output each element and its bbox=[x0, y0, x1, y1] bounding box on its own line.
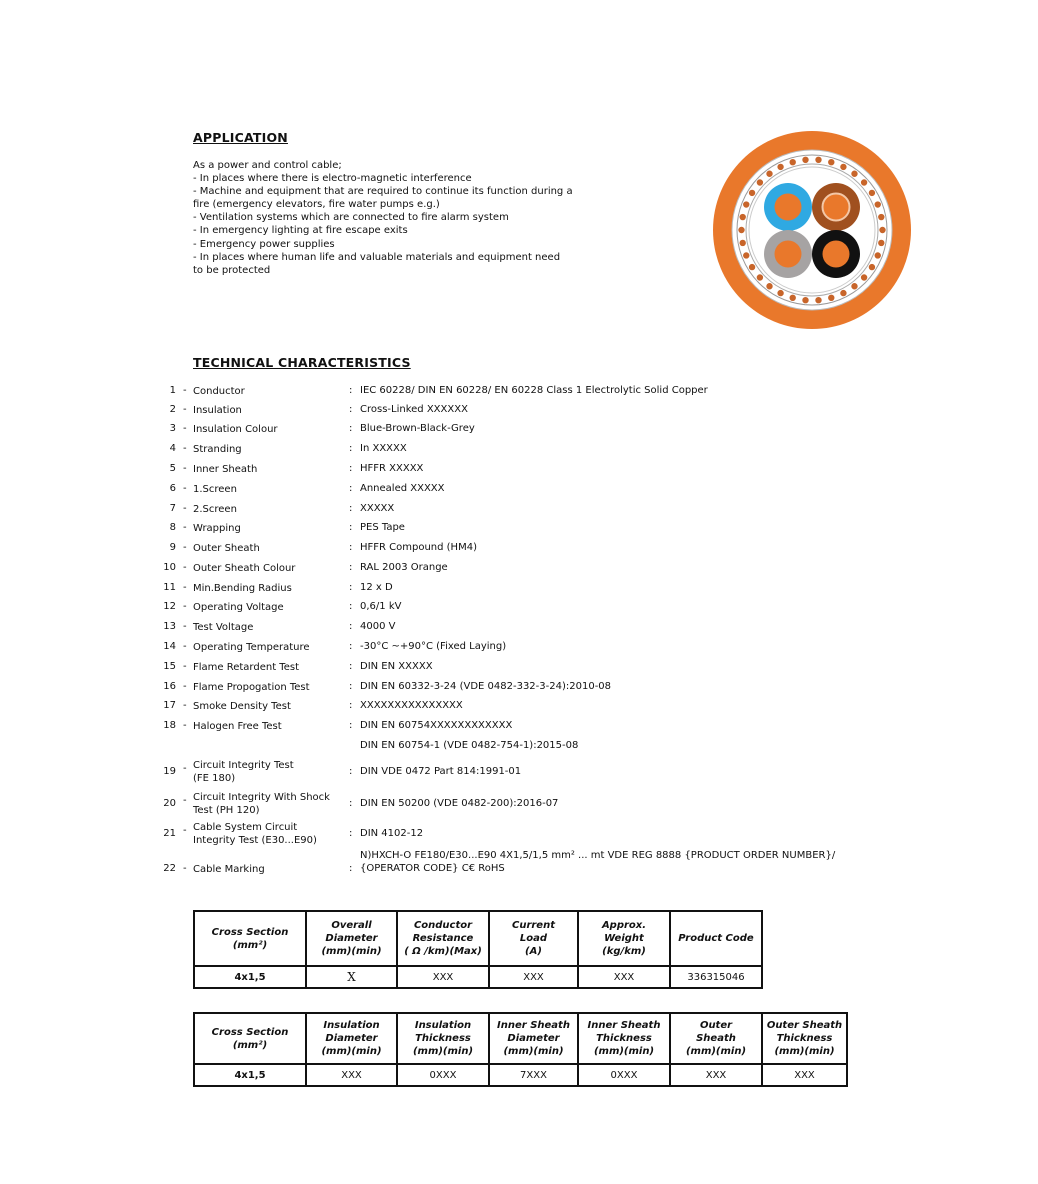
copper-conductor bbox=[775, 241, 802, 268]
spec-label: Outer Sheath bbox=[193, 543, 260, 554]
table-header: Cross Section (mm²) bbox=[194, 1013, 306, 1064]
spec-number: 14 bbox=[163, 641, 176, 652]
application-line: - Machine and equipment that are required to continue its function during a bbox=[193, 186, 573, 198]
copper-conductor bbox=[823, 194, 850, 221]
spec-value: -30°C ~+90°C (Fixed Laying) bbox=[360, 641, 507, 652]
spec-value: DIN EN XXXXX bbox=[360, 661, 433, 672]
spec-label: 1.Screen bbox=[193, 484, 237, 495]
spec-value: In XXXXX bbox=[360, 443, 407, 454]
table-header-row bbox=[194, 1013, 847, 1064]
spec-value: Blue-Brown-Black-Grey bbox=[360, 423, 475, 434]
spec-number: 18 bbox=[163, 720, 176, 731]
spec-label-line: Circuit Integrity With Shock bbox=[193, 792, 330, 803]
spec-value: HFFR Compound (HM4) bbox=[360, 542, 477, 553]
table-header: Product Code bbox=[670, 911, 762, 966]
spec-label: 2.Screen bbox=[193, 504, 237, 515]
table-cell: 7XXX bbox=[489, 1064, 578, 1086]
screen-wire bbox=[828, 294, 835, 301]
spec-number: 19 bbox=[163, 766, 176, 777]
spec-value-continuation: DIN EN 60754-1 (VDE 0482-754-1):2015-08 bbox=[360, 740, 579, 751]
spec-label: Wrapping bbox=[193, 523, 241, 534]
screen-wire bbox=[828, 159, 835, 166]
table-cell: XXX bbox=[762, 1064, 847, 1086]
spec-number: 5 bbox=[169, 463, 176, 474]
table-cell: 4x1,5 bbox=[194, 966, 306, 988]
screen-wire bbox=[840, 290, 847, 297]
application-heading: APPLICATION bbox=[193, 130, 288, 145]
copper-conductor bbox=[775, 194, 802, 221]
screen-wire bbox=[874, 252, 881, 259]
spec-label: Flame Propogation Test bbox=[193, 682, 310, 693]
spec-label: Operating Voltage bbox=[193, 602, 284, 613]
spec-value: PES Tape bbox=[360, 522, 405, 533]
table-header: Conductor Resistance ( Ω /km)(Max) bbox=[397, 911, 489, 966]
screen-wire bbox=[766, 283, 773, 290]
spec-label: Halogen Free Test bbox=[193, 721, 282, 732]
table-cell: X bbox=[306, 966, 397, 988]
table-cell: XXX bbox=[489, 966, 578, 988]
spec-number: 17 bbox=[163, 700, 176, 711]
table-cell: 0XXX bbox=[578, 1064, 670, 1086]
spec-label bbox=[193, 759, 294, 785]
screen-wire bbox=[739, 239, 746, 246]
spec-number: 16 bbox=[163, 681, 176, 692]
table-header: Cross Section (mm²) bbox=[194, 911, 306, 966]
spec-number: 15 bbox=[163, 661, 176, 672]
screen-wire bbox=[756, 274, 763, 281]
table-header: Insulation Thickness (mm)(min) bbox=[397, 1013, 489, 1064]
spec-value: RAL 2003 Orange bbox=[360, 562, 448, 573]
spec-label: Insulation Colour bbox=[193, 424, 278, 435]
application-line: - In emergency lighting at fire escape exits bbox=[193, 225, 408, 237]
spec-value: HFFR XXXXX bbox=[360, 463, 424, 474]
screen-wire bbox=[851, 283, 858, 290]
spec-value-continuation: N)HXCH-O FE180/E30...E90 4X1,5/1,5 mm² ... mt VDE REG 8888 {PRODUCT ORDER NUMBER}/ bbox=[360, 850, 836, 861]
spec-number: 7 bbox=[169, 503, 176, 514]
spec-number: 1 bbox=[169, 385, 176, 396]
spec-value: DIN 4102-12 bbox=[360, 828, 424, 839]
spec-value: Annealed XXXXX bbox=[360, 483, 445, 494]
table-header: Overall Diameter (mm)(min) bbox=[306, 911, 397, 966]
application-line: - Emergency power supplies bbox=[193, 238, 335, 250]
table-cell: XXX bbox=[578, 966, 670, 988]
application-line: - In places where there is electro-magnetic interference bbox=[193, 173, 472, 185]
spec-value: 12 x D bbox=[360, 582, 393, 593]
cable-cross-section-image bbox=[711, 130, 913, 330]
spec-value: XXXXX bbox=[360, 503, 395, 514]
spec-number: 6 bbox=[169, 483, 176, 494]
technical-heading: TECHNICAL CHARACTERISTICS bbox=[193, 355, 411, 370]
screen-wire bbox=[756, 179, 763, 186]
spec-value: IEC 60228/ DIN EN 60228/ EN 60228 Class 1 Electrolytic Solid Copper bbox=[360, 385, 708, 396]
table-header: Inner Sheath Thickness (mm)(min) bbox=[578, 1013, 670, 1064]
spec-label-line: Circuit Integrity Test bbox=[193, 760, 294, 771]
spec-label-line: Cable System Circuit bbox=[193, 822, 298, 833]
spec-label-line: Test (PH 120) bbox=[193, 805, 260, 816]
screen-wire bbox=[743, 252, 750, 259]
screen-wire bbox=[868, 189, 875, 196]
spec-number: 3 bbox=[169, 423, 176, 434]
screen-wire bbox=[879, 226, 886, 233]
spec-value: 0,6/1 kV bbox=[360, 601, 402, 612]
table-cell: XXX bbox=[397, 966, 489, 988]
spec-label: Operating Temperature bbox=[193, 642, 310, 653]
spec-label: Min.Bending Radius bbox=[193, 583, 292, 594]
spec-value: DIN EN 60754XXXXXXXXXXXX bbox=[360, 720, 513, 731]
spec-value: Cross-Linked XXXXXX bbox=[360, 404, 468, 415]
screen-wire bbox=[874, 201, 881, 208]
dimensions-table-2 bbox=[193, 1012, 848, 1087]
spec-value: {OPERATOR CODE} C€ RoHS bbox=[360, 863, 505, 874]
spec-label-line: (FE 180) bbox=[193, 773, 236, 784]
screen-wire bbox=[868, 264, 875, 271]
table-header: Inner Sheath Diameter (mm)(min) bbox=[489, 1013, 578, 1064]
spec-value: DIN EN 60332-3-24 (VDE 0482-332-3-24):2010-08 bbox=[360, 681, 612, 692]
screen-wire bbox=[789, 294, 796, 301]
spec-label: Test Voltage bbox=[193, 622, 254, 633]
table-cell: 4x1,5 bbox=[194, 1064, 306, 1086]
application-line: fire (emergency elevators, fire water pumps e.g.) bbox=[193, 199, 440, 211]
spec-label: Insulation bbox=[193, 405, 242, 416]
application-line: - Ventilation systems which are connected to fire alarm system bbox=[193, 212, 509, 224]
screen-wire bbox=[815, 156, 822, 163]
table-header: Approx. Weight (kg/km) bbox=[578, 911, 670, 966]
spec-value: DIN EN 50200 (VDE 0482-200):2016-07 bbox=[360, 798, 559, 809]
spec-label: Smoke Density Test bbox=[193, 701, 291, 712]
spec-number: 2 bbox=[169, 404, 176, 415]
spec-label-line: Integrity Test (E30...E90) bbox=[193, 835, 317, 846]
spec-number: 9 bbox=[169, 542, 176, 553]
spec-number: 8 bbox=[169, 522, 176, 533]
dimensions-table-1 bbox=[193, 910, 763, 989]
spec-label bbox=[193, 821, 317, 847]
screen-wire bbox=[851, 170, 858, 177]
spec-label: Conductor bbox=[193, 386, 245, 397]
spec-number: 22 bbox=[163, 863, 176, 874]
table-row bbox=[194, 1064, 847, 1086]
table-row bbox=[194, 966, 762, 988]
screen-wire bbox=[777, 290, 784, 297]
spec-label: Cable Marking bbox=[193, 864, 265, 875]
screen-wire bbox=[861, 274, 868, 281]
screen-wire bbox=[878, 213, 885, 220]
table-cell: 0XXX bbox=[397, 1064, 489, 1086]
screen-wire bbox=[802, 297, 809, 304]
application-line: - In places where human life and valuable materials and equipment need bbox=[193, 251, 561, 263]
screen-wire bbox=[777, 163, 784, 170]
table-header: Outer Sheath Thickness (mm)(min) bbox=[762, 1013, 847, 1064]
application-line: to be protected bbox=[193, 264, 271, 276]
table-header-row bbox=[194, 911, 762, 966]
screen-wire bbox=[743, 201, 750, 208]
spec-label: Outer Sheath Colour bbox=[193, 563, 296, 574]
table-cell: XXX bbox=[670, 1064, 762, 1086]
table-header: Outer Sheath (mm)(min) bbox=[670, 1013, 762, 1064]
screen-wire bbox=[840, 163, 847, 170]
table-header: Current Load (A) bbox=[489, 911, 578, 966]
screen-wire bbox=[802, 156, 809, 163]
screen-wire bbox=[878, 239, 885, 246]
spec-number: 4 bbox=[169, 443, 176, 454]
spec-number: 12 bbox=[163, 601, 176, 612]
spec-value: DIN VDE 0472 Part 814:1991-01 bbox=[360, 766, 522, 777]
spec-label: Stranding bbox=[193, 444, 242, 455]
spec-number: 20 bbox=[163, 798, 176, 809]
copper-conductor bbox=[823, 241, 850, 268]
spec-number: 11 bbox=[163, 582, 176, 593]
screen-wire bbox=[738, 226, 745, 233]
screen-wire bbox=[766, 170, 773, 177]
table-cell: 336315046 bbox=[670, 966, 762, 988]
spec-label: Inner Sheath bbox=[193, 464, 258, 475]
spec-number: 10 bbox=[163, 562, 176, 573]
application-text bbox=[193, 159, 583, 277]
spec-value: XXXXXXXXXXXXXXX bbox=[360, 700, 463, 711]
spec-number: 13 bbox=[163, 621, 176, 632]
screen-wire bbox=[815, 297, 822, 304]
screen-wire bbox=[861, 179, 868, 186]
screen-wire bbox=[748, 189, 755, 196]
spec-label bbox=[193, 791, 330, 817]
spec-label: Flame Retardent Test bbox=[193, 662, 299, 673]
spec-value: 4000 V bbox=[360, 621, 396, 632]
spec-number: 21 bbox=[163, 828, 176, 839]
table-header: Insulation Diameter (mm)(min) bbox=[306, 1013, 397, 1064]
screen-wire bbox=[789, 159, 796, 166]
table-cell: XXX bbox=[306, 1064, 397, 1086]
screen-wire bbox=[739, 213, 746, 220]
application-line: As a power and control cable; bbox=[193, 160, 342, 171]
screen-wire bbox=[748, 264, 755, 271]
